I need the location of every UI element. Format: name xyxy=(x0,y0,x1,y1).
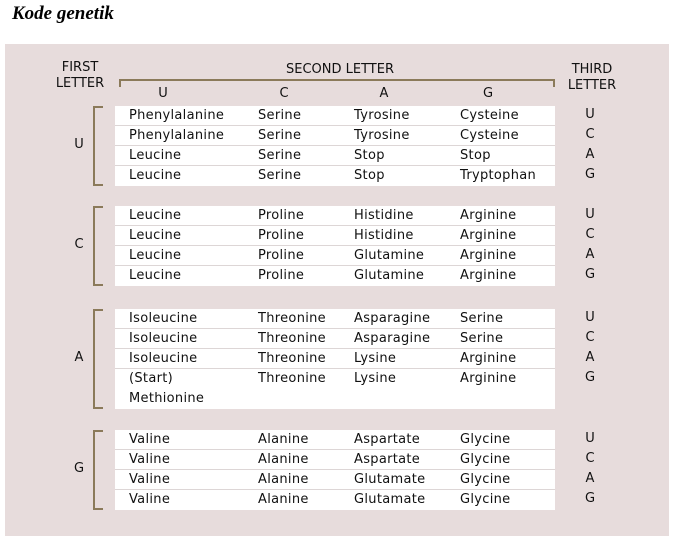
amino-acid-cell: Leucine xyxy=(129,268,182,283)
first-letter-a: A xyxy=(74,350,84,365)
first-letter-bracket xyxy=(93,206,103,286)
second-letter-u: U xyxy=(158,86,168,101)
amino-acid-cell: Glycine xyxy=(460,492,511,507)
amino-acid-cell: Leucine xyxy=(129,248,182,263)
amino-acid-cell: Serine xyxy=(258,108,302,123)
amino-acid-cell: Arginine xyxy=(460,268,517,283)
amino-acid-cell: Proline xyxy=(258,208,305,223)
amino-acid-cell: Threonine xyxy=(258,371,326,386)
table-row xyxy=(115,470,555,490)
table-row xyxy=(115,329,555,349)
amino-acid-cell: Proline xyxy=(258,228,305,243)
amino-acid-cell: (Start) xyxy=(129,371,174,386)
amino-acid-cell: Valine xyxy=(129,492,171,507)
third-letter-label: A xyxy=(585,471,595,486)
table-row xyxy=(115,430,555,450)
table-row xyxy=(115,349,555,369)
amino-acid-cell: Serine xyxy=(258,168,302,183)
amino-acid-cell: Stop xyxy=(460,148,491,163)
amino-acid-cell: Alanine xyxy=(258,492,309,507)
amino-acid-cell: Tyrosine xyxy=(354,108,410,123)
first-letter-g: G xyxy=(73,461,85,476)
amino-acid-cell: Cysteine xyxy=(460,108,519,123)
first-header-line1: FIRST xyxy=(61,60,99,75)
third-letter-label: U xyxy=(585,107,595,122)
amino-acid-cell: Arginine xyxy=(460,248,517,263)
third-letter-header xyxy=(563,62,621,94)
second-letter-a: A xyxy=(379,86,389,101)
amino-acid-cell: Leucine xyxy=(129,208,182,223)
second-letter-header: SECOND LETTER xyxy=(286,62,394,77)
first-letter-c: C xyxy=(74,237,84,252)
third-letter-label: C xyxy=(585,330,595,345)
table-row xyxy=(115,126,555,146)
amino-acid-cell: Isoleucine xyxy=(129,351,198,366)
first-letter-u: U xyxy=(74,137,84,152)
amino-acid-cell: Alanine xyxy=(258,432,309,447)
table-row xyxy=(115,369,555,409)
second-letter-g: G xyxy=(482,86,494,101)
third-header-line2: LETTER xyxy=(567,78,617,93)
first-letter-bracket xyxy=(93,430,103,510)
third-letter-label: G xyxy=(584,167,596,182)
amino-acid-cell: Glutamine xyxy=(354,268,425,283)
table-row xyxy=(115,246,555,266)
table-row xyxy=(115,106,555,126)
third-letter-label: A xyxy=(585,350,595,365)
amino-acid-cell: Serine xyxy=(258,148,302,163)
amino-acid-cell: Lysine xyxy=(354,371,397,386)
third-header-line1: THIRD xyxy=(571,62,613,77)
amino-acid-cell: Valine xyxy=(129,432,171,447)
third-letter-label: A xyxy=(585,147,595,162)
table-row xyxy=(115,146,555,166)
amino-acid-cell: Aspartate xyxy=(354,452,421,467)
amino-acid-cell: Tryptophan xyxy=(460,168,537,183)
amino-acid-cell: Alanine xyxy=(258,452,309,467)
amino-acid-cell: Valine xyxy=(129,452,171,467)
third-letter-label: U xyxy=(585,310,595,325)
third-letter-label: G xyxy=(584,491,596,506)
amino-acid-cell: Glycine xyxy=(460,432,511,447)
amino-acid-cell: Phenylalanine xyxy=(129,108,225,123)
amino-acid-cell: Glutamate xyxy=(354,472,426,487)
codon-block-u xyxy=(115,106,555,186)
amino-acid-cell: Serine xyxy=(460,311,504,326)
amino-acid-cell: Arginine xyxy=(460,228,517,243)
amino-acid-cell: Serine xyxy=(460,331,504,346)
third-letter-label: U xyxy=(585,207,595,222)
amino-acid-cell: Tyrosine xyxy=(354,128,410,143)
amino-acid-cell: Arginine xyxy=(460,208,517,223)
table-row xyxy=(115,226,555,246)
amino-acid-cell: Leucine xyxy=(129,148,182,163)
table-row xyxy=(115,266,555,286)
amino-acid-cell: Aspartate xyxy=(354,432,421,447)
codon-block-a xyxy=(115,309,555,409)
amino-acid-cell-extra: Methionine xyxy=(129,391,205,406)
amino-acid-cell: Histidine xyxy=(354,228,414,243)
amino-acid-cell: Proline xyxy=(258,268,305,283)
third-letter-label: C xyxy=(585,127,595,142)
amino-acid-cell: Isoleucine xyxy=(129,311,198,326)
amino-acid-cell: Arginine xyxy=(460,351,517,366)
table-row xyxy=(115,206,555,226)
amino-acid-cell: Valine xyxy=(129,472,171,487)
second-letter-c: C xyxy=(279,86,289,101)
first-letter-header xyxy=(51,60,109,92)
amino-acid-cell: Stop xyxy=(354,148,385,163)
amino-acid-cell: Glycine xyxy=(460,472,511,487)
third-letter-label: U xyxy=(585,431,595,446)
amino-acid-cell: Threonine xyxy=(258,351,326,366)
amino-acid-cell: Alanine xyxy=(258,472,309,487)
third-letter-label: G xyxy=(584,267,596,282)
amino-acid-cell: Arginine xyxy=(460,371,517,386)
amino-acid-cell: Serine xyxy=(258,128,302,143)
amino-acid-cell: Proline xyxy=(258,248,305,263)
table-row xyxy=(115,166,555,186)
amino-acid-cell: Asparagine xyxy=(354,311,431,326)
third-letter-label: G xyxy=(584,370,596,385)
amino-acid-cell: Leucine xyxy=(129,168,182,183)
amino-acid-cell: Threonine xyxy=(258,311,326,326)
codon-block-g xyxy=(115,430,555,510)
third-letter-label: C xyxy=(585,451,595,466)
amino-acid-cell: Cysteine xyxy=(460,128,519,143)
amino-acid-cell: Threonine xyxy=(258,331,326,346)
amino-acid-cell: Glutamine xyxy=(354,248,425,263)
first-header-line2: LETTER xyxy=(55,76,105,91)
amino-acid-cell: Asparagine xyxy=(354,331,431,346)
amino-acid-cell: Leucine xyxy=(129,228,182,243)
table-row xyxy=(115,450,555,470)
amino-acid-cell: Stop xyxy=(354,168,385,183)
codon-block-c xyxy=(115,206,555,286)
genetic-code-table xyxy=(5,44,669,536)
amino-acid-cell: Histidine xyxy=(354,208,414,223)
third-letter-label: C xyxy=(585,227,595,242)
page-title: Kode genetik xyxy=(12,3,114,24)
amino-acid-cell: Lysine xyxy=(354,351,397,366)
first-letter-bracket xyxy=(93,106,103,186)
third-letter-label: A xyxy=(585,247,595,262)
amino-acid-cell: Isoleucine xyxy=(129,331,198,346)
table-row xyxy=(115,309,555,329)
first-letter-bracket xyxy=(93,309,103,409)
table-row xyxy=(115,490,555,510)
amino-acid-cell: Phenylalanine xyxy=(129,128,225,143)
amino-acid-cell: Glycine xyxy=(460,452,511,467)
amino-acid-cell: Glutamate xyxy=(354,492,426,507)
